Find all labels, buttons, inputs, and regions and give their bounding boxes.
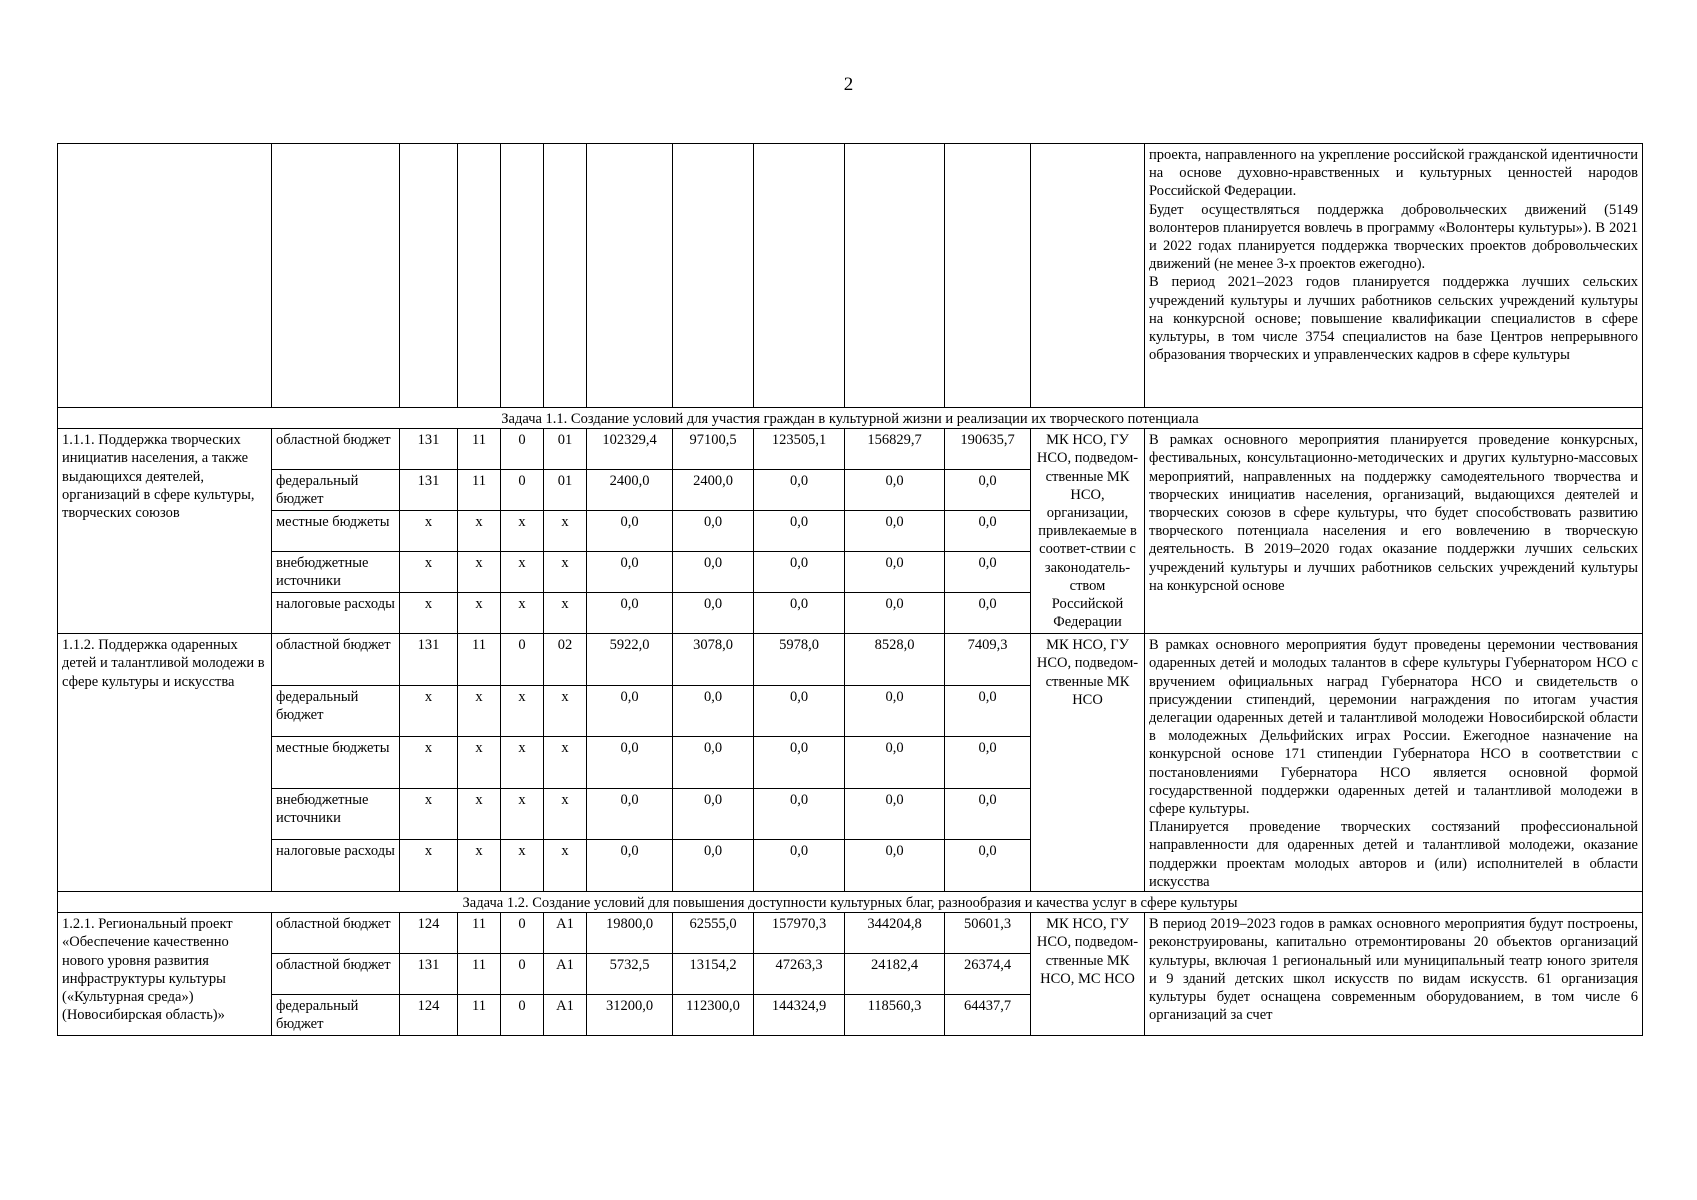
year-2019-cell: 0,0 xyxy=(587,593,673,634)
year-2023-cell: 26374,4 xyxy=(945,954,1031,995)
empty-cell xyxy=(587,144,673,408)
subsection-code-cell: 0 xyxy=(501,634,544,686)
year-2021-cell: 0,0 xyxy=(754,685,845,737)
year-2022-cell: 0,0 xyxy=(845,788,945,840)
subsection-code-cell: х xyxy=(501,788,544,840)
year-2022-cell: 0,0 xyxy=(845,511,945,552)
year-2023-cell: 0,0 xyxy=(945,511,1031,552)
result-paragraph: Планируется проведение творческих состязаний профессиональной направленности для одаренных детей и талантливой молодежи, оказание поддержки проектам молодых авторов и (или) исполнителей в области искусства xyxy=(1149,819,1638,890)
expected-result-cell: В период 2019–2023 годов в рамках основного мероприятия будут построены, реконструированы, капитально отремонтированы 20 объектов организаций культуры, включая 1 региональный или муниципальный театр юного зрителя и 9 зданий детских школ искусств по видам искусств. 61 организация культуры будет оснащена современным оборудованием, в том числе 6 организаций за счет xyxy=(1145,913,1643,1036)
year-2021-cell: 0,0 xyxy=(754,593,845,634)
year-2020-cell: 0,0 xyxy=(673,737,754,789)
section-code-cell: 11 xyxy=(458,954,501,995)
year-2022-cell: 118560,3 xyxy=(845,995,945,1036)
activity-name-cell: 1.1.2. Поддержка одаренных детей и талантливой молодежи в сфере культуры и искусства xyxy=(58,634,272,892)
empty-cell xyxy=(945,144,1031,408)
year-2019-cell: 5732,5 xyxy=(587,954,673,995)
year-2020-cell: 13154,2 xyxy=(673,954,754,995)
empty-cell xyxy=(754,144,845,408)
year-2019-cell: 2400,0 xyxy=(587,470,673,511)
grbs-code-cell: х xyxy=(400,685,458,737)
year-2020-cell: 0,0 xyxy=(673,840,754,892)
source-cell: областной бюджет xyxy=(272,954,400,995)
executor-cell: МК НСО, ГУ НСО, подведом-ственные МК НСО xyxy=(1031,634,1145,892)
funding-row xyxy=(58,913,1643,954)
subsection-code-cell: х xyxy=(501,737,544,789)
year-2021-cell: 144324,9 xyxy=(754,995,845,1036)
source-cell: областной бюджет xyxy=(272,429,400,470)
target-code-cell: х xyxy=(544,511,587,552)
year-2021-cell: 0,0 xyxy=(754,511,845,552)
year-2019-cell: 0,0 xyxy=(587,685,673,737)
result-paragraph: Будет осуществляться поддержка добровольческих движений (5149 волонтеров планируется вовлечь в программу «Волонтеры культуры»). В 2021 и 2022 годах планируется поддержка творческих проектов добровольческих движений (не менее 3-х проектов ежегодно). xyxy=(1149,201,1638,273)
year-2023-cell: 7409,3 xyxy=(945,634,1031,686)
target-code-cell: х xyxy=(544,552,587,593)
subsection-code-cell: х xyxy=(501,552,544,593)
task-heading: Задача 1.1. Создание условий для участия граждан в культурной жизни и реализации их творческого потенциала xyxy=(58,408,1643,429)
result-paragraph: В рамках основного мероприятия будут проведены церемонии чествования одаренных детей и молодых талантов в сфере культуры Губернатором НСО с вручением официальных наград Губернатора НСО и свидетельств о присуждении стипендий, церемонии награждения по итогам участия делегации одаренных детей и талантливой молодежи Новосибирской области в молодежных Дельфийских играх России. Ежегодное назначение на конкурсной основе 171 стипендии Губернатора НСО в соответствии с постановлениями Губернатора НСО является основной формой государственной поддержки одаренных детей и талантливой молодежи в сфере культуры. xyxy=(1149,637,1638,818)
year-2021-cell: 157970,3 xyxy=(754,913,845,954)
target-code-cell: А1 xyxy=(544,954,587,995)
program-activities-table xyxy=(57,143,1643,1036)
section-code-cell: х xyxy=(458,685,501,737)
empty-cell xyxy=(544,144,587,408)
section-code-cell: 11 xyxy=(458,470,501,511)
year-2021-cell: 123505,1 xyxy=(754,429,845,470)
year-2021-cell: 0,0 xyxy=(754,788,845,840)
source-cell: местные бюджеты xyxy=(272,511,400,552)
empty-cell xyxy=(501,144,544,408)
grbs-code-cell: х xyxy=(400,552,458,593)
year-2019-cell: 0,0 xyxy=(587,788,673,840)
year-2020-cell: 62555,0 xyxy=(673,913,754,954)
subsection-code-cell: х xyxy=(501,511,544,552)
activity-name-cell: 1.1.1. Поддержка творческих инициатив населения, а также выдающихся деятелей, организаций в сфере культуры, творческих союзов xyxy=(58,429,272,634)
grbs-code-cell: 131 xyxy=(400,954,458,995)
empty-cell xyxy=(272,144,400,408)
source-cell: налоговые расходы xyxy=(272,840,400,892)
table-body xyxy=(58,144,1643,1036)
year-2023-cell: 0,0 xyxy=(945,552,1031,593)
source-cell: областной бюджет xyxy=(272,634,400,686)
year-2023-cell: 0,0 xyxy=(945,737,1031,789)
target-code-cell: А1 xyxy=(544,913,587,954)
section-code-cell: х xyxy=(458,737,501,789)
year-2023-cell: 0,0 xyxy=(945,840,1031,892)
grbs-code-cell: х xyxy=(400,593,458,634)
year-2022-cell: 0,0 xyxy=(845,840,945,892)
section-code-cell: 11 xyxy=(458,995,501,1036)
target-code-cell: А1 xyxy=(544,995,587,1036)
source-cell: внебюджетные источники xyxy=(272,552,400,593)
subsection-code-cell: х xyxy=(501,685,544,737)
source-cell: областной бюджет xyxy=(272,913,400,954)
year-2020-cell: 112300,0 xyxy=(673,995,754,1036)
subsection-code-cell: 0 xyxy=(501,429,544,470)
section-code-cell: х xyxy=(458,840,501,892)
section-code-cell: х xyxy=(458,788,501,840)
year-2023-cell: 0,0 xyxy=(945,788,1031,840)
year-2021-cell: 0,0 xyxy=(754,840,845,892)
section-code-cell: х xyxy=(458,593,501,634)
empty-cell xyxy=(845,144,945,408)
empty-cell xyxy=(1031,144,1145,408)
grbs-code-cell: х xyxy=(400,511,458,552)
year-2023-cell: 190635,7 xyxy=(945,429,1031,470)
year-2020-cell: 2400,0 xyxy=(673,470,754,511)
expected-result-cell: В рамках основного мероприятия планируется проведение конкурсных, фестивальных, консультационно-методических и других культурно-массовых мероприятий, направленных на поддержку самодеятельного творчества и творческих инициатив населения, организаций, выдающихся деятелей и творческих союзов в сфере культуры, что будет способствовать развитию творческого потенциала населения и его вовлечению в творческую деятельность. В 2019–2020 годах оказание поддержки лучших сельских учреждений культуры и лучших работников сельских учреждений культуры на конкурсной основе xyxy=(1145,429,1643,634)
subsection-code-cell: 0 xyxy=(501,913,544,954)
empty-cell xyxy=(400,144,458,408)
source-cell: налоговые расходы xyxy=(272,593,400,634)
target-code-cell: 01 xyxy=(544,470,587,511)
year-2020-cell: 0,0 xyxy=(673,593,754,634)
year-2019-cell: 0,0 xyxy=(587,840,673,892)
empty-cell xyxy=(458,144,501,408)
grbs-code-cell: 131 xyxy=(400,634,458,686)
year-2020-cell: 0,0 xyxy=(673,511,754,552)
year-2019-cell: 0,0 xyxy=(587,552,673,593)
executor-cell: МК НСО, ГУ НСО, подведом-ственные МК НСО, организации, привлекаемые в соответ-ствии с законодатель-ством Российской Федерации xyxy=(1031,429,1145,634)
year-2022-cell: 8528,0 xyxy=(845,634,945,686)
year-2022-cell: 0,0 xyxy=(845,552,945,593)
year-2021-cell: 0,0 xyxy=(754,737,845,789)
subsection-code-cell: х xyxy=(501,593,544,634)
subsection-code-cell: 0 xyxy=(501,954,544,995)
year-2023-cell: 50601,3 xyxy=(945,913,1031,954)
continuation-result-cell xyxy=(1145,144,1643,408)
activity-name-cell: 1.2.1. Региональный проект «Обеспечение качественно нового уровня развития инфраструктуры культуры («Культурная среда») (Новосибирская область)» xyxy=(58,913,272,1036)
funding-row xyxy=(58,634,1643,686)
source-cell: местные бюджеты xyxy=(272,737,400,789)
subsection-code-cell: х xyxy=(501,840,544,892)
year-2019-cell: 0,0 xyxy=(587,737,673,789)
grbs-code-cell: 124 xyxy=(400,913,458,954)
year-2020-cell: 97100,5 xyxy=(673,429,754,470)
year-2023-cell: 64437,7 xyxy=(945,995,1031,1036)
target-code-cell: х xyxy=(544,593,587,634)
result-paragraph: проекта, направленного на укрепление российской гражданской идентичности на основе духовно-нравственных и культурных ценностей народов Российской Федерации. xyxy=(1149,147,1638,200)
year-2022-cell: 156829,7 xyxy=(845,429,945,470)
grbs-code-cell: х xyxy=(400,840,458,892)
page-number: 2 xyxy=(843,74,854,95)
year-2022-cell: 0,0 xyxy=(845,593,945,634)
task-row xyxy=(58,408,1643,429)
year-2023-cell: 0,0 xyxy=(945,685,1031,737)
section-code-cell: 11 xyxy=(458,429,501,470)
result-paragraph: В период 2021–2023 годов планируется поддержка лучших сельских учреждений культуры и лучших работников сельских учреждений культуры на конкурсной основе; повышение квалификации специалистов в сфере культуры, в том числе 3754 специалистов на базе Центров непрерывного образования творческих и управленческих кадров в сфере культуры xyxy=(1149,274,1638,364)
expected-result-cell xyxy=(1145,634,1643,892)
grbs-code-cell: х xyxy=(400,788,458,840)
year-2021-cell: 0,0 xyxy=(754,552,845,593)
year-2021-cell: 47263,3 xyxy=(754,954,845,995)
section-code-cell: 11 xyxy=(458,634,501,686)
target-code-cell: х xyxy=(544,840,587,892)
section-code-cell: 11 xyxy=(458,913,501,954)
section-code-cell: х xyxy=(458,511,501,552)
target-code-cell: х xyxy=(544,788,587,840)
grbs-code-cell: 131 xyxy=(400,470,458,511)
year-2022-cell: 0,0 xyxy=(845,685,945,737)
year-2021-cell: 0,0 xyxy=(754,470,845,511)
source-cell: федеральный бюджет xyxy=(272,995,400,1036)
year-2022-cell: 0,0 xyxy=(845,470,945,511)
year-2020-cell: 0,0 xyxy=(673,552,754,593)
year-2023-cell: 0,0 xyxy=(945,470,1031,511)
year-2020-cell: 0,0 xyxy=(673,685,754,737)
target-code-cell: 02 xyxy=(544,634,587,686)
source-cell: федеральный бюджет xyxy=(272,685,400,737)
year-2020-cell: 3078,0 xyxy=(673,634,754,686)
year-2019-cell: 19800,0 xyxy=(587,913,673,954)
year-2019-cell: 0,0 xyxy=(587,511,673,552)
target-code-cell: х xyxy=(544,737,587,789)
year-2022-cell: 0,0 xyxy=(845,737,945,789)
section-code-cell: х xyxy=(458,552,501,593)
empty-cell xyxy=(58,144,272,408)
target-code-cell: х xyxy=(544,685,587,737)
year-2019-cell: 102329,4 xyxy=(587,429,673,470)
year-2021-cell: 5978,0 xyxy=(754,634,845,686)
subsection-code-cell: 0 xyxy=(501,470,544,511)
grbs-code-cell: х xyxy=(400,737,458,789)
executor-cell: МК НСО, ГУ НСО, подведом-ственные МК НСО, МС НСО xyxy=(1031,913,1145,1036)
empty-cell xyxy=(673,144,754,408)
year-2020-cell: 0,0 xyxy=(673,788,754,840)
grbs-code-cell: 124 xyxy=(400,995,458,1036)
source-cell: федеральный бюджет xyxy=(272,470,400,511)
year-2019-cell: 31200,0 xyxy=(587,995,673,1036)
funding-row xyxy=(58,429,1643,470)
year-2023-cell: 0,0 xyxy=(945,593,1031,634)
year-2022-cell: 24182,4 xyxy=(845,954,945,995)
year-2019-cell: 5922,0 xyxy=(587,634,673,686)
target-code-cell: 01 xyxy=(544,429,587,470)
continuation-row xyxy=(58,144,1643,408)
subsection-code-cell: 0 xyxy=(501,995,544,1036)
task-heading: Задача 1.2. Создание условий для повышения доступности культурных благ, разнообразия и качества услуг в сфере культуры xyxy=(58,892,1643,913)
source-cell: внебюджетные источники xyxy=(272,788,400,840)
task-row xyxy=(58,892,1643,913)
grbs-code-cell: 131 xyxy=(400,429,458,470)
year-2022-cell: 344204,8 xyxy=(845,913,945,954)
